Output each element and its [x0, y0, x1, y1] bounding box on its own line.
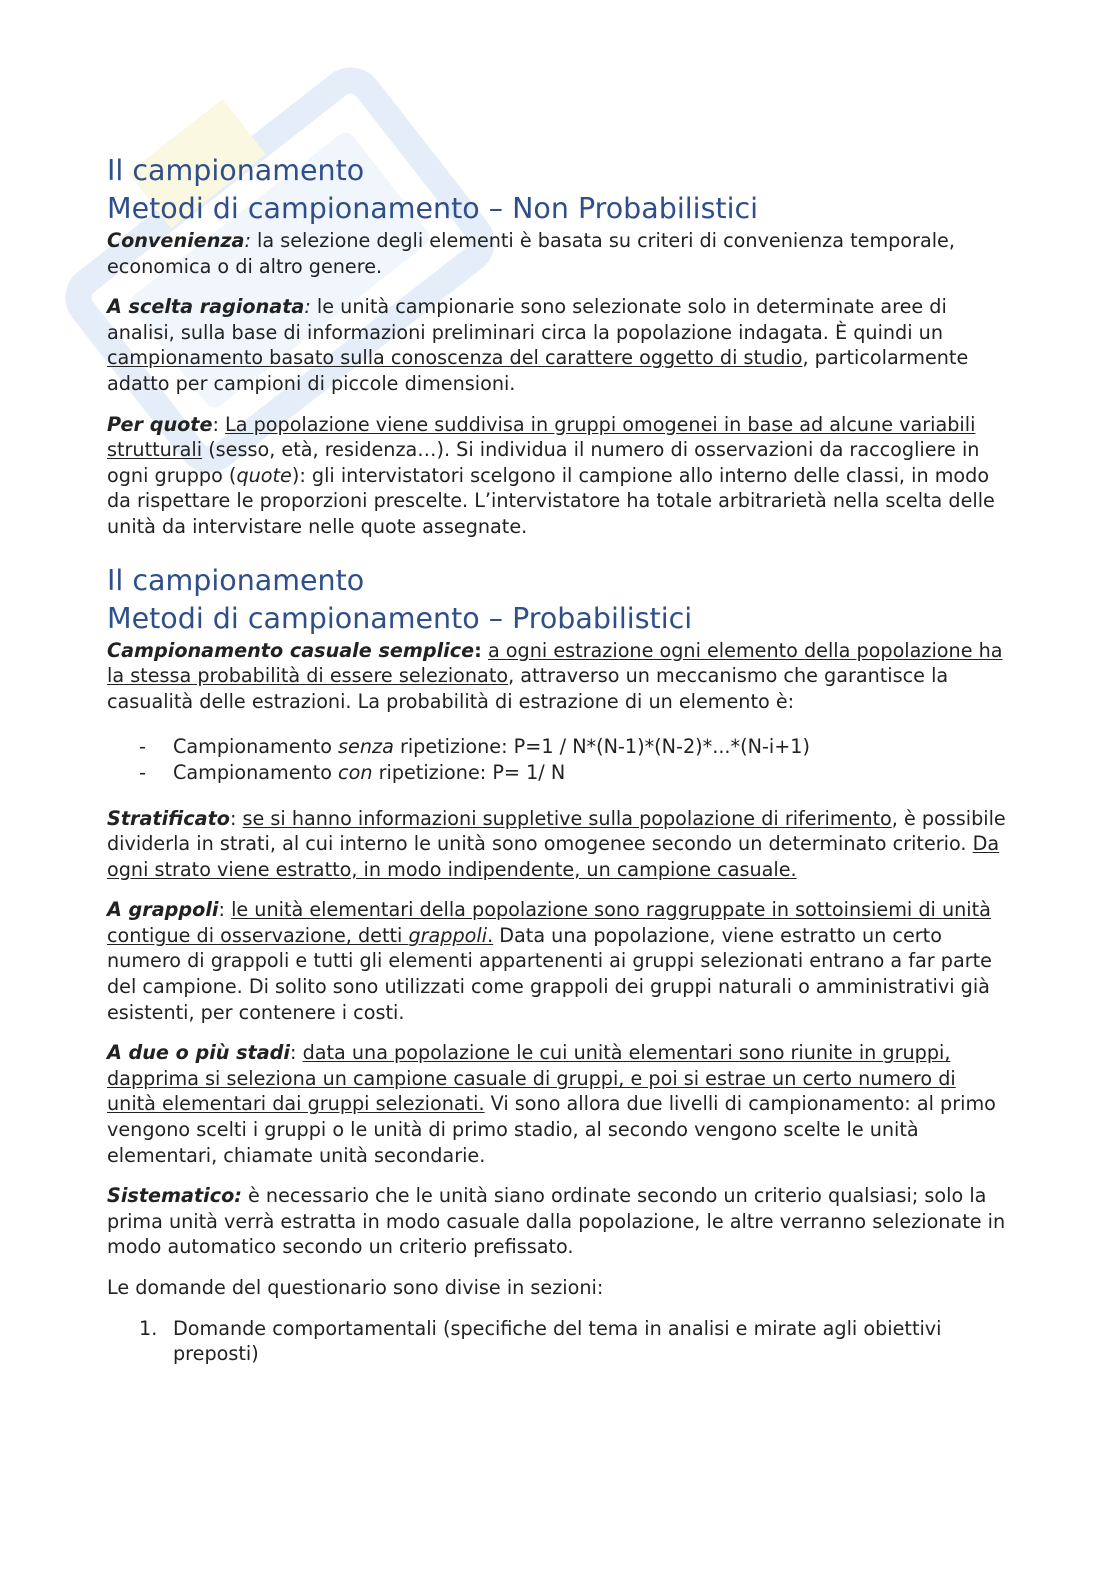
section-title-line: Il campionamento	[107, 563, 365, 597]
paragraph-text: ): gli intervistatori scelgono il campione allo interno delle classi, in modo da rispettare le proporzioni prescelte. L’intervistatore ha totale arbitrarietà nella scelta delle unità da intervistare nelle quote assegnate.	[107, 463, 995, 538]
term-label: Per quote	[107, 412, 213, 436]
list-text: ripetizione: P= 1/ N	[372, 760, 566, 784]
term-separator: :	[244, 229, 251, 252]
list-item	[107, 1316, 1007, 1367]
paragraph-text: è necessario che le unità siano ordinate secondo un criterio qualsiasi; solo la prima unità verrà estratta in modo casuale dalla popolazione, le altre verranno selezionate in modo automatico secondo un criterio prefissato.	[107, 1184, 1006, 1259]
italic-text: quote	[236, 463, 292, 487]
underlined-text: a ogni estrazione ogni elemento della popolazione ha la stessa probabilità di essere selezionato	[107, 638, 1003, 688]
paragraph-grappoli	[107, 897, 1007, 1025]
term-separator: :	[304, 295, 311, 319]
term-separator: :	[212, 412, 226, 436]
document-body	[107, 152, 1007, 1367]
paragraph-text: la selezione degli elementi è basata su criteri di convenienza temporale, economica o di altro genere.	[107, 229, 955, 278]
list-item	[107, 760, 1007, 786]
paragraph-text: , è possibile dividerla in strati, al cui interno le unità sono omogenee secondo un determinato criterio.	[107, 806, 1006, 856]
term-label: A grappoli	[107, 898, 219, 922]
term-separator: :	[229, 806, 243, 830]
paragraph-scelta-ragionata	[107, 294, 1007, 396]
italic-underlined-text: grappoli	[408, 923, 488, 947]
term-label: Campionamento casuale semplice	[107, 638, 475, 662]
italic-text: con	[338, 760, 373, 784]
paragraph-text: le unità campionarie sono selezionate solo in determinate aree di analisi, sulla base di informazioni preliminari circa la popolazione indagata. È quindi un	[107, 295, 947, 344]
term-label: A scelta ragionata	[107, 295, 305, 319]
paragraph-convenienza	[107, 228, 1007, 279]
term-separator: :	[474, 638, 482, 662]
section-subtitle-line: Metodi di campionamento – Probabilistici	[107, 601, 693, 635]
paragraph-sistematico	[107, 1183, 1007, 1260]
list-item	[107, 734, 1007, 760]
paragraph-text: Vi sono allora due livelli di campionamento: al primo vengono scelti i gruppi o le unità di primo stadio, al secondo vengono scelte le unità elementari, chiamate unità secondarie.	[107, 1092, 996, 1167]
list-text: Campionamento	[173, 735, 339, 759]
underlined-text: .	[487, 923, 494, 947]
paragraph-per-quote	[107, 412, 1007, 540]
underlined-text: se si hanno informazioni suppletive sulla popolazione di riferimento	[242, 806, 892, 830]
list-text: Domande comportamentali (specifiche del tema in analisi e mirate agli obiettivi preposti)	[173, 1316, 942, 1366]
list-marker: -	[139, 760, 146, 784]
term-label: Stratificato	[107, 806, 230, 830]
formula-list	[107, 734, 1007, 785]
paragraph-casuale-semplice	[107, 638, 1007, 715]
italic-text: senza	[338, 735, 394, 759]
paragraph-domande: Le domande del questionario sono divise in sezioni:	[107, 1276, 604, 1299]
list-marker: 1.	[139, 1316, 158, 1340]
numbered-list	[107, 1316, 1007, 1367]
list-marker: -	[139, 735, 146, 759]
term-separator: :	[289, 1041, 303, 1065]
term-separator: :	[218, 898, 232, 922]
paragraph-due-stadi	[107, 1040, 1007, 1168]
list-text: ripetizione: P=1 / N*(N-1)*(N-2)*...*(N-i+1)	[393, 735, 810, 759]
underlined-text: campionamento basato sulla conoscenza del carattere oggetto di studio	[107, 346, 803, 370]
section-subtitle-line: Metodi di campionamento – Non Probabilistici	[107, 192, 759, 225]
term-label: A due o più stadi	[107, 1041, 290, 1065]
section-title	[107, 152, 1007, 228]
paragraph-text: , particolarmente adatto per campioni di piccole dimensioni.	[107, 346, 969, 395]
term-label: Sistematico:	[107, 1184, 242, 1208]
section-title	[107, 562, 1007, 638]
underlined-text: data una popolazione le cui unità elementari sono riunite in gruppi, dapprima si seleziona un campione casuale di gruppi, e poi si estrae un certo numero di unità elementari dai gruppi selezionati.	[107, 1041, 956, 1116]
paragraph-text: Data una popolazione, viene estratto un certo numero di grappoli e tutti gli elementi appartenenti ai gruppi selezionati entrano a far parte del campione. Di solito sono utilizzati come grappoli dei gruppi naturali o amministrativi già esistenti, per contenere i costi.	[107, 923, 992, 1024]
paragraph-text: (sesso, età, residenza…). Si individua il numero di osservazioni da raccogliere in ogni gruppo (	[107, 438, 980, 487]
section-title-line: Il campionamento	[107, 154, 365, 187]
underlined-text: Da ogni strato viene estratto, in modo indipendente, un campione casuale.	[107, 832, 1000, 881]
paragraph-text: , attraverso un meccanismo che garantisce la casualità delle estrazioni. La probabilità di estrazione di un elemento è:	[107, 664, 949, 713]
underlined-text: le unità elementari della popolazione sono raggruppate in sottoinsiemi di unità contigue di osservazione, detti	[107, 898, 991, 947]
list-text: Campionamento	[173, 760, 339, 784]
paragraph-stratificato	[107, 806, 1007, 883]
underlined-text: La popolazione viene suddivisa in gruppi omogenei in base ad alcune variabili strutturali	[107, 412, 976, 462]
term-label: Convenienza	[107, 229, 245, 252]
